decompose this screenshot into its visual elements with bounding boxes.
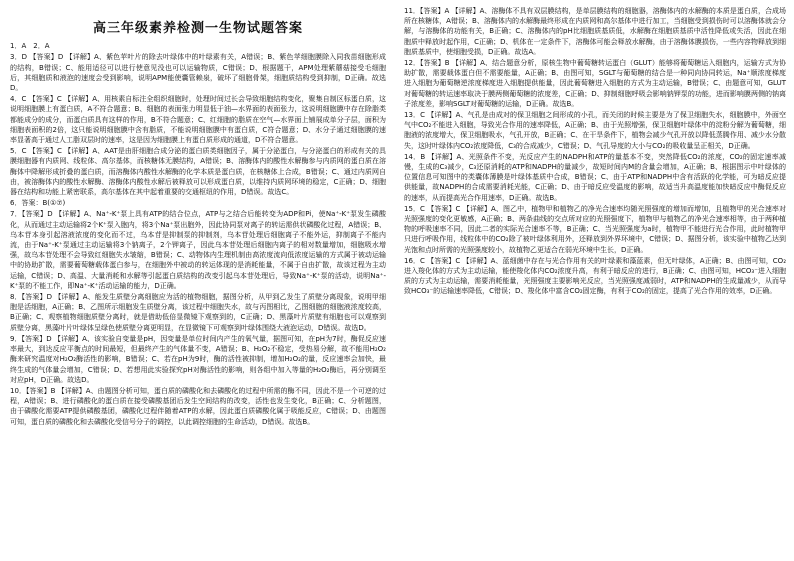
answer-paragraph: 15．C 【答案】C 【详解】A、图乙中，植物甲和植物乙的净光合速率均随光照强度的增加而增加，且植物甲的光合速率对光照强度的变化更敏感，A正确；B、两条曲线的交点所对应的光照强度下，植物甲与植物乙的净光合速率相等，由于两种植物的呼吸速率不同，因此二者的实际光合速率不等，B正确；C、当光照强度为a时，植物甲不能进行光合作用，此时植物甲只进行呼吸作用，线粒体中的CO₂除了被叶绿体利用外，还释放到外界环境中，C错误；D、据图分析，该实验中植物乙达到光饱和点时所需的光照强度较小，故植物乙更适合在弱光环境中生长，D正确。	[404, 204, 786, 254]
answer-paragraph: 14．B 【详解】A、光照条件不变，光反应产生的NADPH和ATP的量基本不变，突然降低CO₂的浓度，CO₂的固定速率减慢，生成的C₃减少，C₃还原消耗的ATP和NADPH的量减少，故短时间内M的含量会增加，A正确；B、根据图示中叶绿体的位置信息可知图中的类囊体薄膜是叶绿体基质中合成，B错误；C、由于ATP和NADPH中含有活跃的化学能，可为暗反应提供能量，故NADPH的合成需要消耗光能，C正确；D、由于暗反应受温度的影响，故适当升高温度能加快暗反应中酶促反应的速率，从而提高光合作用速率，D正确。故选B。	[404, 152, 786, 202]
answer-paragraph: 12．【答案】B 【详解】A、结合题意分析，原核生物中葡萄糖转运蛋白（GLUT）能够将葡萄糖运入细胞内，运输方式为协助扩散，需要载体蛋白但不需要能量，A正确；B、由图可知，SGLT与葡萄糖的结合是一种同向协同转运，Na⁺顺浓度梯度进入细胞为葡萄糖逆浓度梯度进入细胞提供能量，因此葡萄糖进入细胞的方式为主动运输，B错误；C、由题意可知，GLUT对葡萄糖的转运速率取决于膜两侧葡萄糖的浓度差，C正确；D、抑制细胞呼吸会影响钠钾泵的功能，进而影响膜两侧的钠离子浓度差，影响SGLT对葡萄糖的运输，D正确。故选B。	[404, 59, 786, 108]
answer-paragraph: 13．C 【详解】A、气孔是由成对的保卫细胞之间形成的小孔，而关闭的时候主要是为了保卫细胞失水，细胞膜中，外面空气中CO₂不能进入细胞，导致光合作用的速率降低，A正确；B、由于光照增强，保卫细胞叶绿体中的淀粉分解为葡萄糖，细胞液的浓度增大，保卫细胞吸水，气孔开放，B正确；C、在干旱条件下，植物会减少气孔开放以降低蒸腾作用、减少水分散失，这时叶绿体内CO₂浓度降低，C₃的合成减少，C错误；D、气孔导度的大小与CO₂的吸收量呈正相关，D正确。	[404, 111, 786, 150]
answer-paragraph: 5．C 【答案】C 【详解】A、AAT是由肝细胞合成分泌的蛋白质类细胞因子，属于分泌蛋白，与分泌蛋白的形成有关的具膜细胞器有内质网、线粒体、高尔基体，而核糖体无膜结构，A错误；B、溶酶体内的酸性水解酶参与内质网的蛋白质在溶酶体中降解形成折叠的蛋白质，而溶酶体内酸性水解酶的化学本质是蛋白质，在核糖体上合成，B错误；C、通过内质网自由，被溶酶体内的酸性水解酶、溶酶体内酸性水解后被释放可以形成蛋白质，以维持内质网环境的稳定，C正确；D、细胞器在结构和功能上紧密联系，高尔基体在其中起着重要的交通枢纽的作用，D错误。故选C。	[10, 147, 386, 197]
answer-paragraph: 8．【答案】D 【详解】A、能发生质壁分离细胞应为活的植物细胞，据图分析，从甲到乙发生了质壁分离现象，说明甲细胞是活细胞，A正确；B、乙图所示细胞发生质壁分离，该过程中细胞失水，故与丙图相比，乙图细胞的细胞液浓度较高，B正确；C、观察植物细胞质壁分离时，就是借助低倍显微镜下观察到的，C正确；D、黑藻叶片质壁有细胞也可以观察到质壁分离，黑藻叶片叶绿体呈绿色使质壁分离更明显，在显微镜下可观察到叶绿体围绕大液泡运动，D错误。故选D。	[10, 293, 386, 332]
answer-paragraph: 7．【答案】D 【详解】A、Na⁺-K⁺泵上具有ATP的结合位点，ATP与之结合后能转变为ADP和Pi，使Na⁺-K⁺泵发生磷酸化，从而通过主动运输将2个K⁺泵入胞内，将3个Na⁺泵出胞外，因此协同泵对离子的转运需供状磷酸化过程，A错误；B、乌本苷本身引起溶液浓度的变化而不过，乌本苷是抑制泵的抑制剂，乌本苷处理后细胞离子不能外运，抑制离子不能内流，由于Na⁺-K⁺泵通过主动运输将3个钠离子，2个钾离子，因此乌本苷处理后细胞内离子的相对数量增加，细胞吸水增强，故乌本苷处理不会导致红细胞失水皱缩，B错误；C、动物体内生理机制由高浓度流向低浓度运输的方式属于被动运输中的协助扩散，需要葡萄糖载体蛋白参与，在细胞外中被动的转运体现的是消耗能量，不属于自由扩散，故该过程为主动运输，C错误；D、高温、大量消耗和水解等引起蛋白质结构的改变引起乌本苷处理后，导致Na⁺-K⁺泵的活动，说明Na⁺-K⁺泵的不能工作，即Na⁺-K⁺活动运输的能力，D正确。	[10, 210, 387, 290]
answer-paragraph: 16．C 【答案】C 【详解】A、蓝细菌中存在与光合作用有关的叶绿素和藻蓝素，但无叶绿体，A正确；B、由图可知，CO₂进入羧化体的方式为主动运输，能使羧化体内CO₂浓度升高，有利于暗反应的进行，B正确；C、由图可知，HCO₃⁻进入细胞质的方式为主动运输，需要消耗能量，光照强度主要影响光反应，当光照强度减弱时，ATP和NADPH的生成量减少，从而导致HCO₃⁻的运输速率降低，C错误；D、羧化体中富含CO₂固定酶，有利于CO₂的固定，提高了光合作用的效率，D正确。	[404, 256, 786, 296]
answer-paragraph: 4．C 【答案】C 【详解】A、用核素自标注全组织细胞时，处理时间过长会导致细胞结构变化，聚集自制区标蛋白质，这说明细胞膜上有蛋白质，A不符合题意；B、细胞的表面张力明显低于油—水界面的表面张力，这说明细胞膜中存在除脂类都能成分的成分，而蛋白质具有这样的作用，B不符合题意；C、红细胞的脂质在空气—水界面上铺展成单分子层，面积为细胞表面积的2倍，这只能说明细胞膜中含有脂质，不能说明细胞膜中有蛋白质，C符合题意；D、水分子通过细胞膜的速率显著高于通过人工脂双层时的速率，这是因为细胞膜上有蛋白质形成的通道，D不符合题意。	[10, 95, 386, 145]
answer-paragraph: 1．A 2．A	[10, 42, 50, 51]
answer-paragraph: 6．答案：B(①⑦)	[10, 199, 66, 208]
page-title: 高三年级素养检测一生物试题答案	[92, 21, 303, 36]
left-answer-list	[10, 41, 386, 427]
left-column	[10, 6, 386, 428]
right-answer-list	[404, 6, 786, 297]
right-column	[404, 6, 786, 298]
answer-paragraph: 10．【答案】B 【详解】A、由题图分析可知，蛋白质的磷酸化和去磷酸化的过程中所需的酶不同，因此不是一个可逆的过程，A错误；B、进行磷酸化的蛋白质在接受磷酸基团后发生空间结构的改变，活性也发生变化，B正确；C、分析题图，由于磷酸化需要ATP提供磷酸基团，磷酸化过程伴随着ATP的水解，因此蛋白质磷酸化属于吸能反应，C错误；D、由题图可知，蛋白质的磷酸化和去磷酸化受信号分子的调控，以此调控细胞的生命活动，D错误。故选B。	[10, 386, 386, 426]
answer-paragraph: 9．【答案】D 【详解】A、该实验自变量是pH，因变量是单位时间内产生的氧气量，据图可知，在pH为7时，酶促反应速率最大，到达反应平衡点的时间最短，但最终产生的气体量不变，A错误；B、H₂O₂不稳定，受热易分解，故不能用H₂O₂酶来研究温度对H₂O₂酶活性的影响，B错误；C、若在pH为9时，酶的活性被抑制，增加H₂O₂的量，反应速率会加快，最终生成的气体量会增加，C错误；D、若想用此实验探究pH对酶活性的影响，则各组中加入等量的H₂O₂酶后，再分别调至对应pH，D正确。故选D。	[10, 334, 386, 384]
answer-paragraph: 3．D 【答案】D 【详解】A、紫色苹叶片的除去叶绿体中的叶绿素有关，A错误；B、紫色苹细胞膜除入同我苗细胞形成的结构，B错误；C、能用适径可以进行使意见没也可以运输物质，C错误；D、根据题干，APM处理紫蘑菇接受毛细胞后，其细胞质和液泡的速度会受到影响，说明APM能使囊管赖泉，破坏了细胞骨架，细胞质结构受到抑制，D正确。故选D。	[10, 53, 386, 93]
answer-paragraph: 11．【答案】A 【详解】A、溶酶体不具有双层膜结构，是单层膜结构的细胞器，溶酶体内的水解酶的本质是蛋白质，合成场所在核糖体，A错误；B、溶酶体内的水解酶最终形成在内质网和高尔基体中进行加工，当细胞受到损伤时可以溶酶体就会分解，与溶酶体的功能有关，B正确；C、溶酶体内的pH比细胞质基质低，水解酶在细胞质基质中活性降低或失活，因此在细胞质中释放时起作用，C正确；D、机体在一定条件下，溶酶体可能会释放水解酶，由于溶酶体膜损伤，一些内容物释放到细胞质基质中，使细胞受损，D正确。故选A。	[404, 7, 786, 56]
